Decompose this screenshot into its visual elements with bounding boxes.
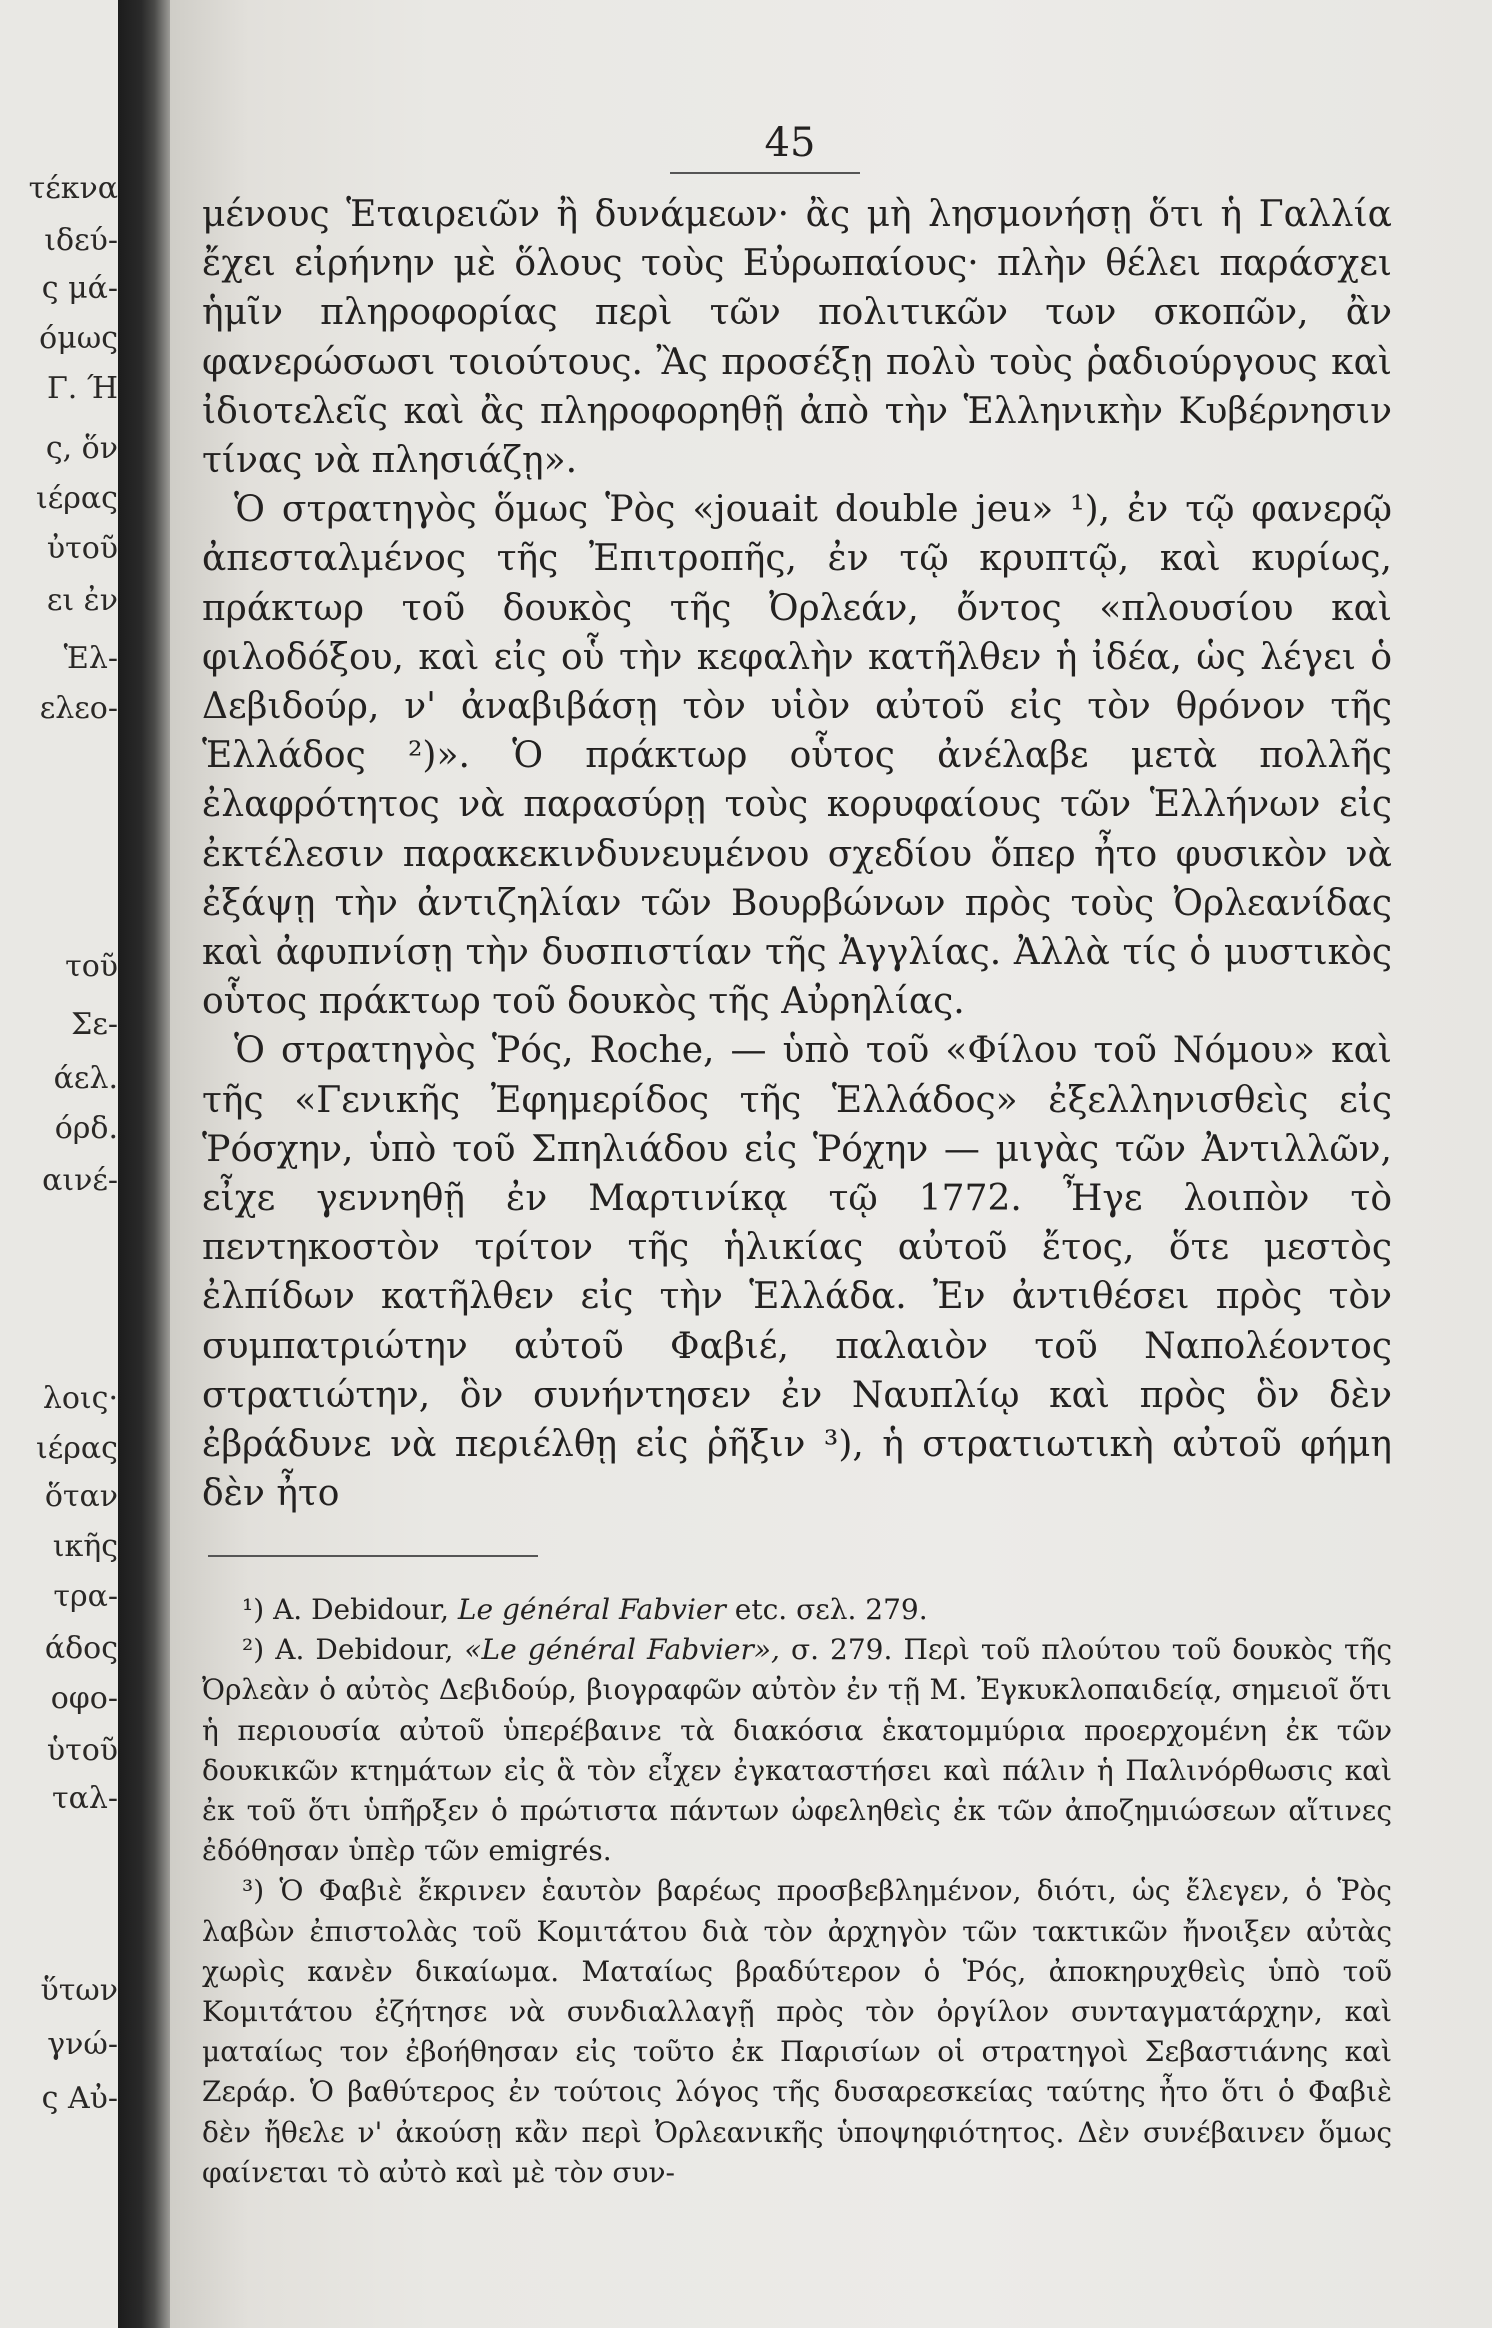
left-margin-fragment: ς μά- xyxy=(41,271,118,306)
left-margin-fragment: ὕτων xyxy=(40,1973,118,2008)
left-margin-fragment: οφο- xyxy=(50,1681,118,1716)
left-margin-fragment: αινέ- xyxy=(42,1163,118,1198)
footnote-3-mark: ³) xyxy=(242,1874,265,1908)
previous-page-fragment xyxy=(0,0,118,2328)
left-margin-fragment: Ἑλ- xyxy=(63,641,118,676)
left-margin-fragment: ς Αὐ- xyxy=(41,2081,118,2116)
left-margin-fragment: Σε- xyxy=(71,1007,118,1042)
footnote-2-title: «Le général Fabvier», xyxy=(464,1633,780,1667)
book-page xyxy=(170,0,1492,2328)
left-margin-fragment: Γ. Ή xyxy=(46,371,118,406)
left-margin-fragment: ταλ- xyxy=(51,1781,118,1816)
left-margin-fragment: όμως xyxy=(39,321,118,356)
footnote-3-text: Ὁ Φαβιὲ ἔκρινεν ἑαυτὸν βαρέως προσβεβλημένον, διότι, ὡς ἔλεγεν, ὁ Ῥὸς λαβὼν ἐπιστολὰς τοῦ Κομιτάτου διὰ τὸν ἀρχηγὸν τῶν τακτικῶν ἤνοιξεν αὐτὰς χωρὶς κανὲν δικαίωμα. Ματαίως βραδύτερον ὁ Ῥός, ἀποκηρυχθεὶς ὑπὸ τοῦ Κομιτάτου ἐζήτησε νὰ συνδιαλλαγῇ πρὸς τὸν ὀργίλον συνταγματάρχην, καὶ ματαίως τον ἐβοήθησαν εἰς τοῦτο ἐκ Παρισίων οἱ στρατηγοὶ Σεβαστιάνης καὶ Ζεράρ. Ὁ βαθύτερος ἐν τούτοις λόγος τῆς δυσαρεσκείας ταύτης ἦτο ὅτι ὁ Φαβιὲ δὲν ἤθελε ν' ἀκούσῃ κἂν περὶ Ὀρλεανικῆς ὑποψηφιότητος. Δὲν συνέβαινεν ὅμως φαίνεται τὸ αὐτὸ καὶ μὲ τὸν συν- xyxy=(202,1874,1392,2189)
footnote-1 xyxy=(202,1590,1392,1630)
left-margin-fragment: λοις· xyxy=(42,1381,118,1416)
footnote-2-rest: σ. 279. Περὶ τοῦ πλούτου τοῦ δουκὸς τῆς Ὀρλεὰν ὁ αὐτὸς Δεβιδούρ, βιογραφῶν αὐτὸν ἐν τῇ Μ. Ἐγκυκλοπαιδείᾳ, σημειοῖ ὅτι ἡ περιουσία αὐτοῦ ὑπερέβαινε τὰ διακόσια ἑκατομμύρια προερχομένη ἐκ τῶν δουκικῶν κτημάτων εἰς ἃ τὸν εἶχεν ἐγκαταστήσει καὶ πάλιν ἡ Παλινόρθωσις καὶ ἐκ τοῦ ὅτι ὑπῆρξεν ὁ πρώτιστα πάντων ὠφεληθεὶς ἐκ τῶν ἀποζημιώσεων αἵτινες ἐδόθησαν ὑπὲρ τῶν emigrés. xyxy=(202,1633,1393,1868)
page-number-rule xyxy=(670,172,860,174)
footnote-1-mark: ¹) xyxy=(242,1593,265,1626)
left-margin-fragment: ει ἐν xyxy=(46,583,118,618)
left-margin-fragment: ιδεύ- xyxy=(44,223,118,258)
footnote-rule xyxy=(208,1555,538,1557)
left-margin-fragment: τέκνα xyxy=(28,171,118,206)
left-margin-fragment: ς, ὅν xyxy=(45,431,118,466)
left-margin-fragment: ικῆς xyxy=(52,1529,118,1564)
left-margin-fragment: ιέρας xyxy=(35,481,118,516)
footnote-2-author: A. Debidour, xyxy=(275,1633,454,1667)
left-margin-fragment: τρα- xyxy=(53,1579,118,1614)
left-margin-fragment: ιέρας xyxy=(35,1431,118,1466)
left-margin-fragment: ὐτοῦ xyxy=(46,531,118,566)
footnote-1-rest: etc. σελ. 279. xyxy=(734,1593,928,1626)
footnote-1-author: A. Debidour, xyxy=(273,1593,450,1626)
footnotes xyxy=(202,1590,1392,2193)
footnote-2-mark: ²) xyxy=(242,1633,265,1667)
page-number: 45 xyxy=(764,120,816,166)
left-margin-fragment: ὑτοῦ xyxy=(46,1733,118,1768)
left-margin-fragment: άδος xyxy=(44,1631,118,1666)
paragraph-2: Ὁ στρατηγὸς ὅμως Ῥὸς «jouait double jeu» ¹), ἐν τῷ φανερῷ ἀπεσταλμένος τῆς Ἐπιτροπῆς, ἐν τῷ κρυπτῷ, καὶ κυρίως, πράκτωρ τοῦ δουκὸς τῆς Ὀρλεάν, ὄντος «πλουσίου καὶ φιλοδόξου, καὶ εἰς οὗ τὴν κεφαλὴν κατῆλθεν ἡ ἰδέα, ὡς λέγει ὁ Δεβιδούρ, ν' ἀναβιβάσῃ τὸν υἱὸν αὐτοῦ εἰς τὸν θρόνον τῆς Ἑλλάδος ²)». Ὁ πράκτωρ οὗτος ἀνέλαβε μετὰ πολλῆς ἐλαφρότητος νὰ παρασύρῃ τοὺς κορυφαίους τῶν Ἑλλήνων εἰς ἐκτέλεσιν παρακεκινδυνευμένου σχεδίου ὅπερ ἦτο φυσικὸν νὰ ἐξάψῃ τὴν ἀντιζηλίαν τῶν Βουρβώνων πρὸς τοὺς Ὀρλεανίδας καὶ ἀφυπνίσῃ τὴν δυσπιστίαν τῆς Ἀγγλίας. Ἀλλὰ τίς ὁ μυστικὸς οὗτος πράκτωρ τοῦ δουκὸς τῆς Αὐρηλίας. xyxy=(202,489,1392,1023)
left-margin-fragment: όρδ. xyxy=(54,1111,118,1146)
left-margin-fragment: ὅταν xyxy=(44,1479,118,1514)
left-margin-fragment: άελ. xyxy=(53,1061,118,1096)
footnote-2 xyxy=(202,1630,1392,1871)
footnote-1-title: Le général Fabvier xyxy=(457,1593,726,1626)
footnote-3 xyxy=(202,1871,1392,2193)
book-gutter xyxy=(118,0,170,2328)
left-margin-fragment: τοῦ xyxy=(65,949,118,984)
left-margin-fragment: ελεο- xyxy=(39,691,118,726)
left-margin-fragment: γνώ- xyxy=(47,2027,118,2062)
main-text xyxy=(202,190,1392,1518)
paragraph-1: μένους Ἑταιρειῶν ἢ δυνάμεων· ἂς μὴ λησμονήσῃ ὅτι ἡ Γαλλία ἔχει εἰρήνην μὲ ὅλους τοὺς Εὐρωπαίους· πλὴν θέλει παράσχει ἡμῖν πληροφορίας περὶ τῶν πολιτικῶν των σκοπῶν, ἂν φανερώσωσι τοιούτους. Ἂς προσέξῃ πολὺ τοὺς ῥαδιούργους καὶ ἰδιοτελεῖς καὶ ἂς πληροφορηθῇ ἀπὸ τὴν Ἑλληνικὴν Κυβέρνησιν τίνας νὰ πλησιάζῃ». xyxy=(202,194,1392,482)
paragraph-3: Ὁ στρατηγὸς Ῥός, Roche, — ὑπὸ τοῦ «Φίλου τοῦ Νόμου» καὶ τῆς «Γενικῆς Ἐφημερίδος τῆς Ἑλλάδος» ἐξελληνισθεὶς εἰς Ῥόσχην, ὑπὸ τοῦ Σπηλιάδου εἰς Ῥόχην — μιγὰς τῶν Ἀντιλλῶν, εἶχε γεννηθῇ ἐν Μαρτινίκᾳ τῷ 1772. Ἦγε λοιπὸν τὸ πεντηκοστὸν τρίτον τῆς ἡλικίας αὐτοῦ ἔτος, ὅτε μεστὸς ἐλπίδων κατῆλθεν εἰς τὴν Ἑλλάδα. Ἐν ἀντιθέσει πρὸς τὸν συμπατριώτην αὐτοῦ Φαβιέ, παλαιὸν τοῦ Ναπολέοντος στρατιώτην, ὃν συνήντησεν ἐν Ναυπλίῳ καὶ πρὸς ὃν δὲν ἐβράδυνε νὰ περιέλθῃ εἰς ῥῆξιν ³), ἡ στρατιωτικὴ αὐτοῦ φήμη δὲν ἦτο xyxy=(202,1030,1392,1515)
